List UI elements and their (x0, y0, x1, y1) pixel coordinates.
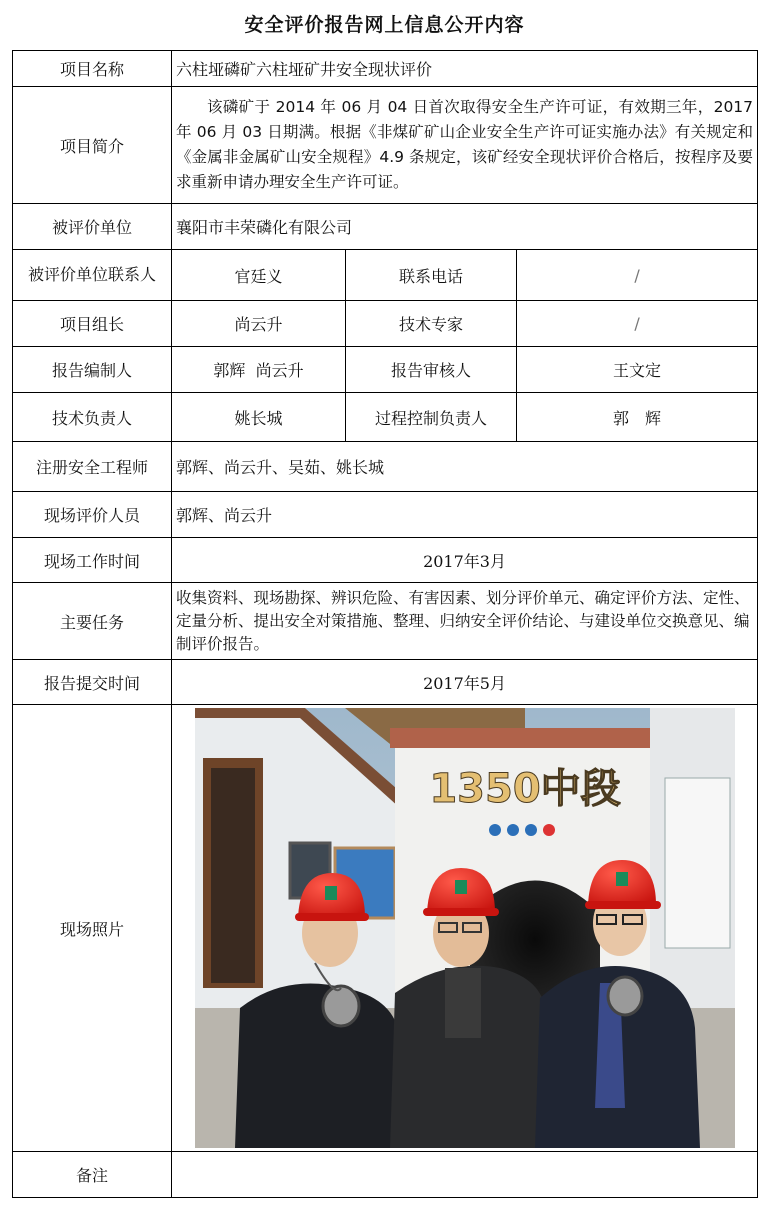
main-tasks-text: 收集资料、现场勘探、辨识危险、有害因素、划分评价单元、确定评价方法、定性、定量分析、提出安全对策措施、整理、归纳安全评价结论、与建设单位交换意见、编制评价报告。 (176, 588, 750, 653)
row-main-tasks (13, 583, 758, 660)
row-engineers (13, 442, 758, 492)
remarks-label: 备注 (13, 1152, 172, 1198)
row-project-intro (13, 87, 758, 204)
page-title: 安全评价报告网上信息公开内容 (244, 14, 525, 36)
site-time-label: 现场工作时间 (13, 538, 172, 583)
submit-time-value: 2017年5月 (172, 660, 758, 705)
phone-label: 联系电话 (346, 250, 517, 301)
tech-expert-label: 技术专家 (346, 301, 517, 347)
project-intro-label: 项目简介 (13, 87, 172, 204)
team-leader-value: 尚云升 (172, 301, 346, 347)
tech-lead-value: 姚长城 (172, 393, 346, 442)
engineers-label: 注册安全工程师 (13, 442, 172, 492)
portal-roof (390, 728, 665, 748)
report-table (12, 50, 758, 1198)
unit-contact-value: 官廷义 (172, 250, 346, 301)
engineers-value: 郭辉、尚云升、吴茹、姚长城 (172, 442, 758, 492)
tech-expert-value: / (517, 301, 758, 347)
submit-time-label: 报告提交时间 (13, 660, 172, 705)
main-tasks-cell (172, 583, 758, 660)
door (211, 768, 255, 983)
row-team-leader (13, 301, 758, 347)
report-reviewer-value: 王文定 (517, 347, 758, 393)
phone-value: / (517, 250, 758, 301)
safety-sign-4 (543, 824, 555, 836)
row-site-photo (13, 705, 758, 1152)
row-submit-time (13, 660, 758, 705)
right-poster (665, 778, 730, 948)
row-remarks (13, 1152, 758, 1198)
report-author-label: 报告编制人 (13, 347, 172, 393)
process-control-label: 过程控制负责人 (346, 393, 517, 442)
project-name-value: 六柱垭磷矿六柱垭矿井安全现状评价 (172, 51, 758, 87)
unit-contact-label: 被评价单位联系人 (13, 250, 172, 301)
evaluated-unit-label: 被评价单位 (13, 204, 172, 250)
site-staff-value: 郭辉、尚云升 (172, 492, 758, 538)
row-unit-contact (13, 250, 758, 301)
sign-text: 1350中段 (428, 766, 621, 812)
site-photo-cell (172, 705, 758, 1152)
evaluated-unit-value: 襄阳市丰荣磷化有限公司 (172, 204, 758, 250)
safety-sign-1 (489, 824, 501, 836)
project-intro-cell (172, 87, 758, 204)
report-author-value: 郭辉 尚云升 (172, 347, 346, 393)
safety-sign-2 (507, 824, 519, 836)
project-name-label: 项目名称 (13, 51, 172, 87)
main-tasks-label: 主要任务 (13, 583, 172, 660)
team-leader-label: 项目组长 (13, 301, 172, 347)
row-project-name (13, 51, 758, 87)
row-evaluated-unit (13, 204, 758, 250)
site-photo-label: 现场照片 (13, 705, 172, 1152)
tech-lead-label: 技术负责人 (13, 393, 172, 442)
site-time-value: 2017年3月 (172, 538, 758, 583)
site-photo (195, 708, 735, 1148)
row-tech-lead (13, 393, 758, 442)
row-report-author (13, 347, 758, 393)
row-site-staff (13, 492, 758, 538)
site-photo-wrap (172, 708, 757, 1148)
remarks-value (172, 1152, 758, 1198)
report-reviewer-label: 报告审核人 (346, 347, 517, 393)
site-staff-label: 现场评价人员 (13, 492, 172, 538)
row-site-time (13, 538, 758, 583)
project-intro-text: 该磷矿于 2014 年 06 月 04 日首次取得安全生产许可证，有效期三年，2017 年 06 月 03 日期满。根据《非煤矿矿山企业安全生产许可证实施办法》有关规定和《金属非金属矿山安全规程》4.9 条规定，该矿经安全现状评价合格后，按程序及要求重新申请办理安全生产许可证。 (176, 98, 754, 191)
safety-sign-3 (525, 824, 537, 836)
process-control-value: 郭 辉 (517, 393, 758, 442)
